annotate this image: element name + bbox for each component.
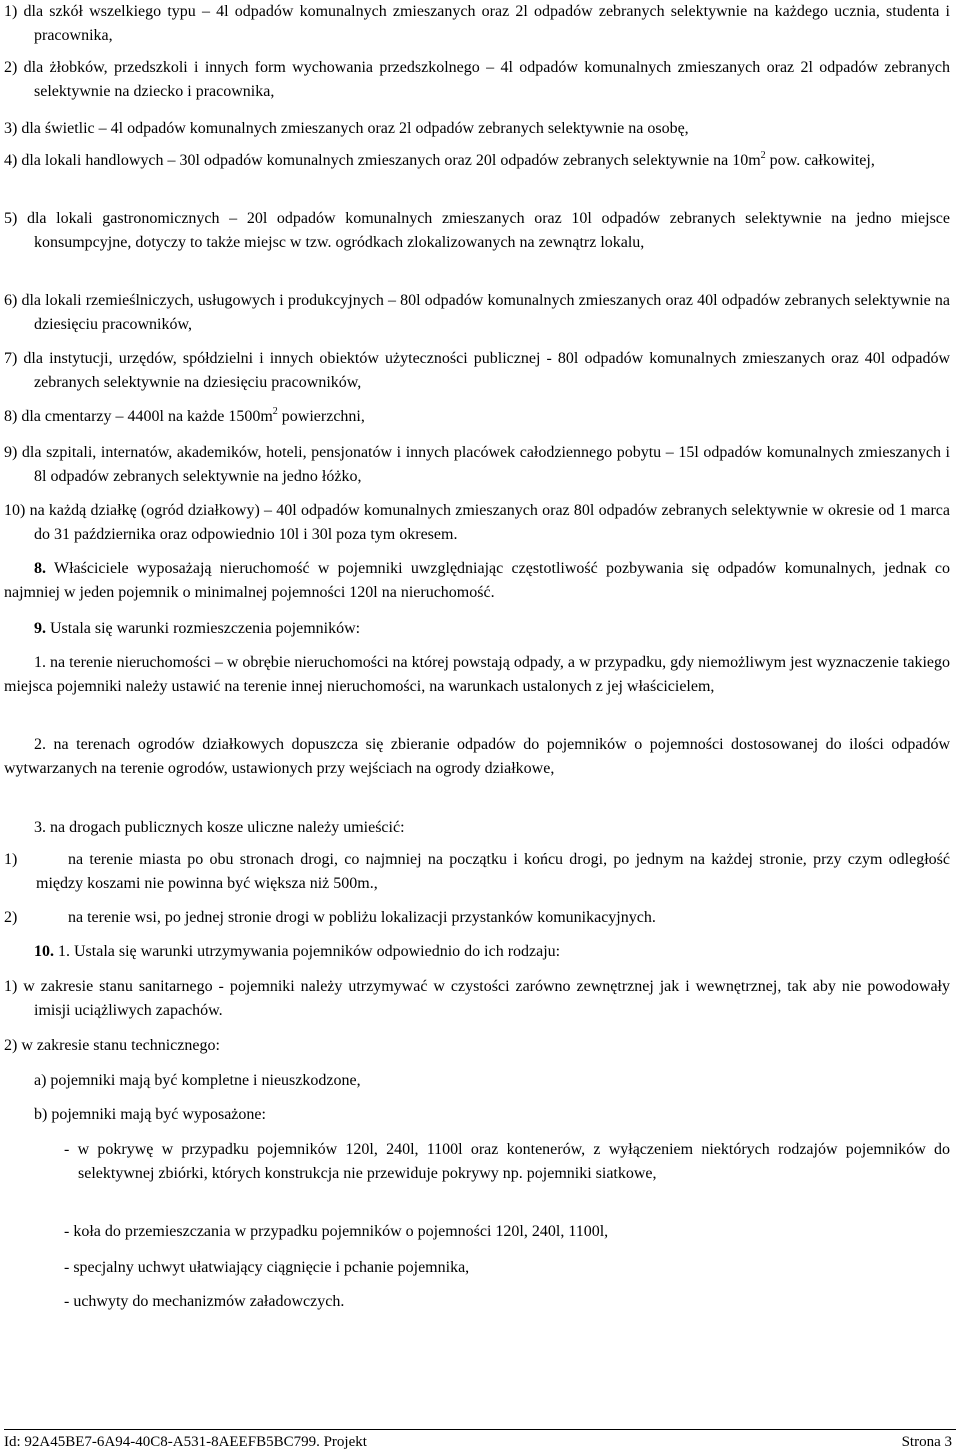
paragraph-9: 9. Ustala się warunki rozmieszczenia pojemników: [34, 620, 361, 637]
list-item: - uchwyty do mechanizmów załadowczych. [64, 1293, 345, 1310]
paragraph-number: 8. [34, 560, 46, 577]
list-item: 2. na terenach ogrodów działkowych dopuszcza się zbieranie odpadów do pojemników o pojemności dostosowanej do ilości odpadów wytwarzanych na terenie ogrodów, ustawionych przy wejściach na ogrody działkowe, [4, 736, 950, 777]
document-id: Id: 92A45BE7-6A94-40C8-A531-8AEEFB5BC799. Projekt [4, 1434, 367, 1450]
list-item: 1. na terenie nieruchomości – w obrębie nieruchomości na której powstają odpady, a w przypadku, gdy niemożliwym jest wyznaczenie takiego miejsca pojemniki należy ustawić na terenie innej nieruchomości, na warunkach ustalonych z jej właścicielem, [4, 654, 950, 695]
list-item: 7) dla instytucji, urzędów, spółdzielni i innych obiektów użyteczności publicznej - 80l odpadów komunalnych zmieszanych oraz 40l odpadów zebranych selektywnie na dziesięciu pracowników, [4, 350, 950, 391]
paragraph-10: 10. 1. Ustala się warunki utrzymywania pojemników odpowiednio do ich rodzaju: [34, 943, 561, 960]
list-item: - koła do przemieszczania w przypadku pojemników o pojemności 120l, 240l, 1100l, [64, 1223, 609, 1240]
list-item: 4) dla lokali handlowych – 30l odpadów komunalnych zmieszanych oraz 20l odpadów zebranych selektywnie na $10m^2$ pow. całkowitej, [4, 149, 875, 169]
paragraph-8: 8. Właściciele wyposażają nieruchomość w pojemniki uwzględniając częstotliwość pozbywania się odpadów komunalnych, jednak co najmniej w jeden pojemnik o minimalnej pojemności 120l na nieruchomość. [4, 560, 950, 601]
list-item: 2) w zakresie stanu technicznego: [4, 1037, 220, 1054]
list-item: 5) dla lokali gastronomicznych – 20l odpadów komunalnych zmieszanych oraz 10l odpadów zebranych selektywnie na jedno miejsce konsumpcyjne, dotyczy to także miejsc w tzw. ogródkach zlokalizowanych na zewnątrz lokalu, [4, 210, 950, 251]
list-item: - specjalny uchwyt ułatwiający ciągnięcie i pchanie pojemnika, [64, 1259, 470, 1276]
footer-divider [4, 1429, 956, 1430]
list-item: - w pokrywę w przypadku pojemników 120l, 240l, 1100l oraz kontenerów, z wyłączeniem niektórych rodzajów pojemników do selektywnej zbiórki, których konstrukcja nie przewiduje pokrywy np. pojemniki siatkowe, [64, 1141, 950, 1182]
page-number: Strona 3 [901, 1434, 952, 1450]
list-item: a) pojemniki mają być kompletne i nieuszkodzone, [34, 1072, 361, 1089]
list-item: 1) dla szkół wszelkiego typu – 4l odpadów komunalnych zmieszanych oraz 2l odpadów zebranych selektywnie na każdego ucznia, studenta i pracownika, [4, 3, 950, 44]
list-item: 2) na terenie wsi, po jednej stronie drogi w pobliżu lokalizacji przystanków komunikacyjnych. [4, 909, 656, 926]
list-item: 1) na terenie miasta po obu stronach drogi, co najmniej na początku i końcu drogi, po jednym na każdej stronie, przy czym odległość między koszami nie powinna być większa niż 500m., [4, 851, 950, 892]
paragraph-number: 10. [34, 943, 54, 960]
list-item: 1) w zakresie stanu sanitarnego - pojemniki należy utrzymywać w czystości zarówno zewnętrznej jak i wewnętrznej, tak aby nie powodowały imisji uciążliwych zapachów. [4, 978, 950, 1019]
list-item: 8) dla cmentarzy – 4400l na każde $1500m^2$ powierzchni, [4, 405, 365, 425]
list-item: 3. na drogach publicznych kosze uliczne należy umieścić: [34, 819, 405, 836]
list-item: 9) dla szpitali, internatów, akademików, hoteli, pensjonatów i innych placówek całodziennego pobytu – 15l odpadów komunalnych zmieszanych i 8l odpadów zebranych selektywnie na jedno łóżko, [4, 444, 950, 485]
list-item: 3) dla świetlic – 4l odpadów komunalnych zmieszanych oraz 2l odpadów zebranych selektywnie na osobę, [4, 120, 689, 137]
paragraph-number: 9. [34, 620, 46, 637]
list-item: 10) na każdą działkę (ogród działkowy) – 40l odpadów komunalnych zmieszanych oraz 80l odpadów zebranych selektywnie w okresie od 1 marca do 31 października oraz odpowiednio 10l i 30l poza tym okresem. [4, 502, 950, 543]
list-item: 2) dla żłobków, przedszkoli i innych form wychowania przedszkolnego – 4l odpadów komunalnych zmieszanych oraz 2l odpadów zebranych selektywnie na dziecko i pracownika, [4, 59, 950, 100]
list-item: b) pojemniki mają być wyposażone: [34, 1106, 266, 1123]
list-item: 6) dla lokali rzemieślniczych, usługowych i produkcyjnych – 80l odpadów komunalnych zmieszanych oraz 40l odpadów zebranych selektywnie na dziesięciu pracowników, [4, 292, 950, 333]
